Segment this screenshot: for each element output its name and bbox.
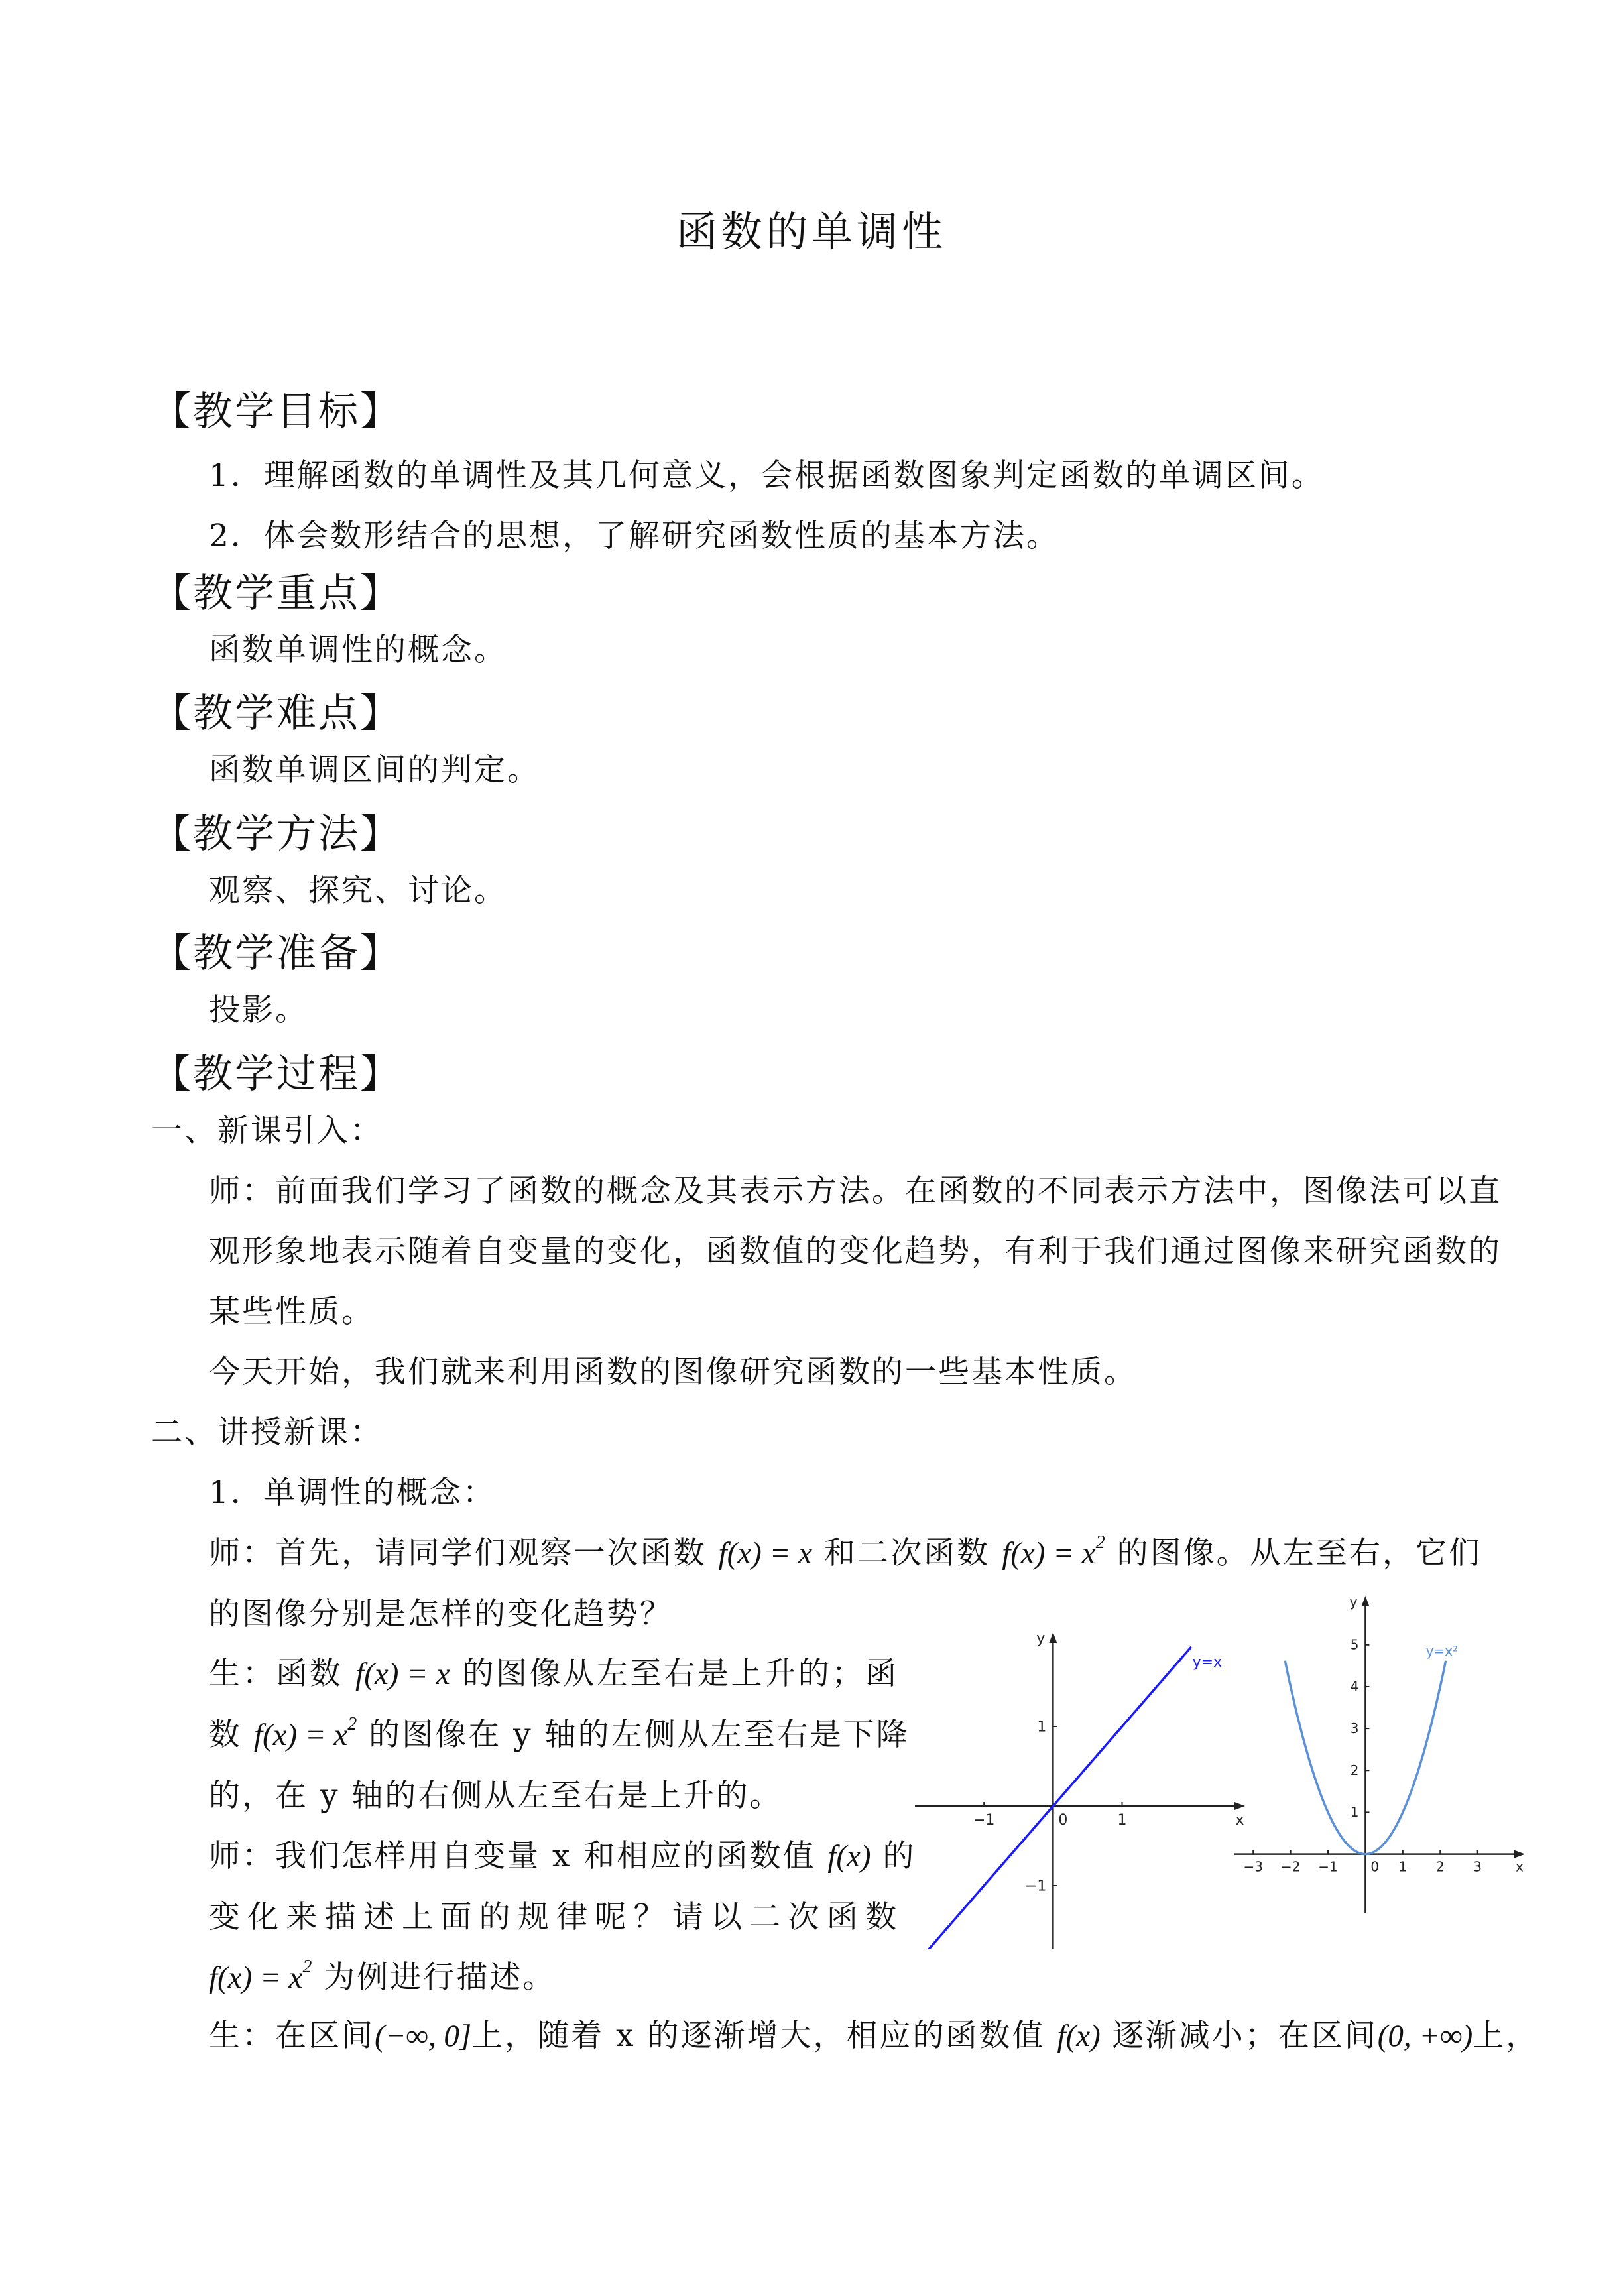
heading-methods: 【教学方法】 [151, 811, 402, 857]
x-tick-label: 2 [1435, 1858, 1445, 1875]
origin-label: 0 [1370, 1858, 1380, 1875]
difficulties-text: 函数单调区间的判定。 [209, 752, 540, 788]
goal-item-1: 1．理解函数的单调性及其几何意义，会根据函数图象判定函数的单调区间。 [209, 457, 1325, 494]
student-answer-line: 生：函数 f(x) = x 的图像从左至右是上升的；函 [209, 1656, 898, 1692]
preparation-text: 投影。 [209, 992, 308, 1028]
intro-line: 某些性质。 [209, 1294, 375, 1330]
x-tick-label: −1 [1318, 1858, 1338, 1875]
series-label: y=x [1192, 1654, 1223, 1671]
interval-left: (−∞, 0] [375, 2019, 472, 2053]
page-title: 函数的单调性 [676, 208, 947, 256]
x-tick-label: −1 [973, 1812, 995, 1829]
teacher-question-line: 师：我们怎样用自变量 x 和相应的函数值 f(x) 的 [209, 1838, 916, 1874]
subsection-title: 1．单调性的概念： [209, 1475, 496, 1511]
heading-preparation: 【教学准备】 [151, 930, 402, 977]
x-axis-arrow [1514, 1850, 1525, 1858]
heading-goals: 【教学目标】 [151, 389, 402, 435]
y-axis-arrow [1361, 1596, 1369, 1606]
student-answer-line: 生：在区间(−∞, 0]上，随着 x 的逐渐增大，相应的函数值 f(x) 逐渐减小；在区间(0, +∞)上， [209, 2018, 1539, 2054]
intro-paragraph-2: 今天开始，我们就来利用函数的图像研究函数的一些基本性质。 [209, 1354, 1137, 1390]
formula-quadratic: $f(x) = x^2$ [1002, 1532, 1105, 1571]
y-tick-label: 1 [1037, 1719, 1047, 1736]
student-answer-line: 数 $f(x) = x^2$ 的图像在 y 轴的左侧从左至右是下降 [209, 1714, 910, 1753]
intro-label: 一、新课引入： [151, 1113, 383, 1149]
goals-list [209, 446, 1325, 566]
formula-linear: f(x) = x [718, 1536, 812, 1571]
interval-right: (0, +∞) [1377, 2019, 1473, 2053]
formula-fx: f(x) [827, 1839, 871, 1874]
goal-item-2: 2．体会数形结合的思想，了解研究函数性质的基本方法。 [209, 518, 1059, 554]
x-tick-label: −3 [1243, 1858, 1263, 1875]
y-tick-label: 1 [1350, 1804, 1359, 1821]
y-tick-label: 2 [1350, 1762, 1359, 1778]
methods-text: 观察、探究、讨论。 [209, 873, 507, 909]
y-axis-label: y [1036, 1631, 1046, 1647]
origin-label: 0 [1058, 1812, 1068, 1829]
teacher-question-line: $f(x) = x^2$ 为例进行描述。 [209, 1957, 556, 1996]
y-tick-label: 5 [1350, 1636, 1359, 1653]
lesson-paragraph-narrow [209, 1644, 916, 2008]
y-tick-label: −1 [1024, 1878, 1047, 1895]
series-label: y=x² [1425, 1642, 1459, 1659]
formula-quadratic: $f(x) = x^2$ [209, 1957, 312, 1995]
key-points-text: 函数单调性的概念。 [209, 632, 507, 668]
linear-function-graph [915, 1631, 1246, 1949]
teacher-question-line: 师：首先，请同学们观察一次函数 f(x) = x 和二次函数 $f(x) = x^2$ 的图像。从左至右，它们 [209, 1532, 1482, 1571]
heading-key-points: 【教学重点】 [151, 570, 402, 617]
x-tick-label: 3 [1473, 1858, 1482, 1875]
teacher-question-line: 变化来描述上面的规律呢？请以二次函数 [209, 1899, 898, 1935]
lesson-label: 二、讲授新课： [151, 1414, 383, 1451]
formula-linear: f(x) = x [355, 1657, 450, 1691]
x-axis-label: x [1235, 1812, 1244, 1829]
formula-fx: f(x) [1057, 2019, 1101, 2053]
x-tick-label: 1 [1117, 1812, 1127, 1829]
heading-difficulties: 【教学难点】 [151, 690, 402, 737]
quadratic-function-graph [1234, 1595, 1526, 1913]
x-tick-label: −2 [1280, 1858, 1301, 1875]
x-axis-label: x [1516, 1858, 1524, 1875]
y-axis-label: y [1349, 1595, 1358, 1610]
teacher-question-line: 的图像分别是怎样的变化趋势？ [209, 1596, 673, 1632]
x-tick-label: 1 [1398, 1858, 1408, 1875]
intro-paragraph [209, 1161, 1502, 1402]
y-axis-arrow [1049, 1632, 1057, 1643]
student-answer-last [209, 2006, 1539, 2067]
y-tick-label: 4 [1350, 1678, 1359, 1695]
formula-quadratic: $f(x) = x^2$ [253, 1714, 357, 1752]
intro-line: 观形象地表示随着自变量的变化，函数值的变化趋势，有利于我们通过图像来研究函数的 [209, 1233, 1502, 1270]
heading-process: 【教学过程】 [151, 1051, 402, 1097]
student-answer-line: 的，在 y 轴的右侧从左至右是上升的。 [209, 1778, 783, 1814]
y-tick-label: 3 [1350, 1720, 1359, 1736]
intro-line: 师：前面我们学习了函数的概念及其表示方法。在函数的不同表示方法中，图像法可以直 [209, 1173, 1502, 1209]
